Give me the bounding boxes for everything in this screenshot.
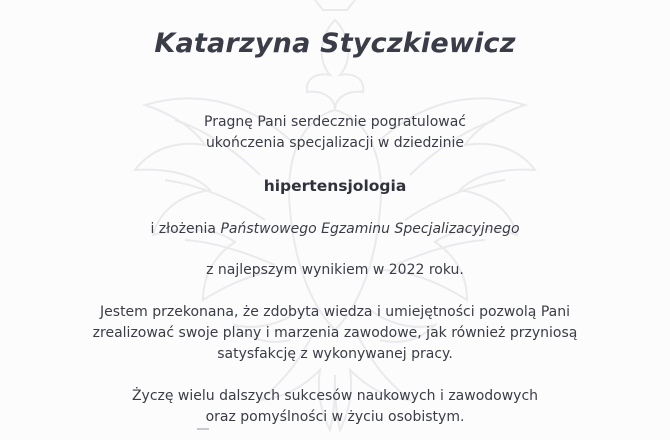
paragraph-1-line-2: zrealizować swoje plany i marzenia zawodowe, jak również przyniosą <box>92 325 578 341</box>
greeting-line-1: Pragnę Pani serdecznie pogratulować <box>204 114 466 130</box>
specialty-name: hipertensjologia <box>263 177 407 195</box>
greeting-line-2: ukończenia specjalizacji w dziedzinie <box>205 135 465 151</box>
exam-prefix: i złożenia <box>150 221 221 237</box>
scan-mark <box>197 428 209 430</box>
recipient-name: Katarzyna Styczkiewicz <box>154 28 516 59</box>
paragraph-1-line-3: satysfakcję z wykonywanej pracy. <box>217 346 453 362</box>
eagle-emblem-icon <box>85 0 585 440</box>
result-line: z najlepszym wynikiem w 2022 roku. <box>206 262 464 278</box>
exam-line <box>0 221 670 237</box>
paragraph-2-line-2: oraz pomyślności w życiu osobistym. <box>205 409 465 425</box>
paragraph-1-line-1: Jestem przekonana, że zdobyta wiedza i umiejętności pozwolą Pani <box>100 304 570 320</box>
exam-name: Państwowego Egzaminu Specjalizacyjnego <box>220 221 520 237</box>
paragraph-2-line-1: Życzę wielu dalszych sukcesów naukowych i zawodowych <box>131 388 539 404</box>
